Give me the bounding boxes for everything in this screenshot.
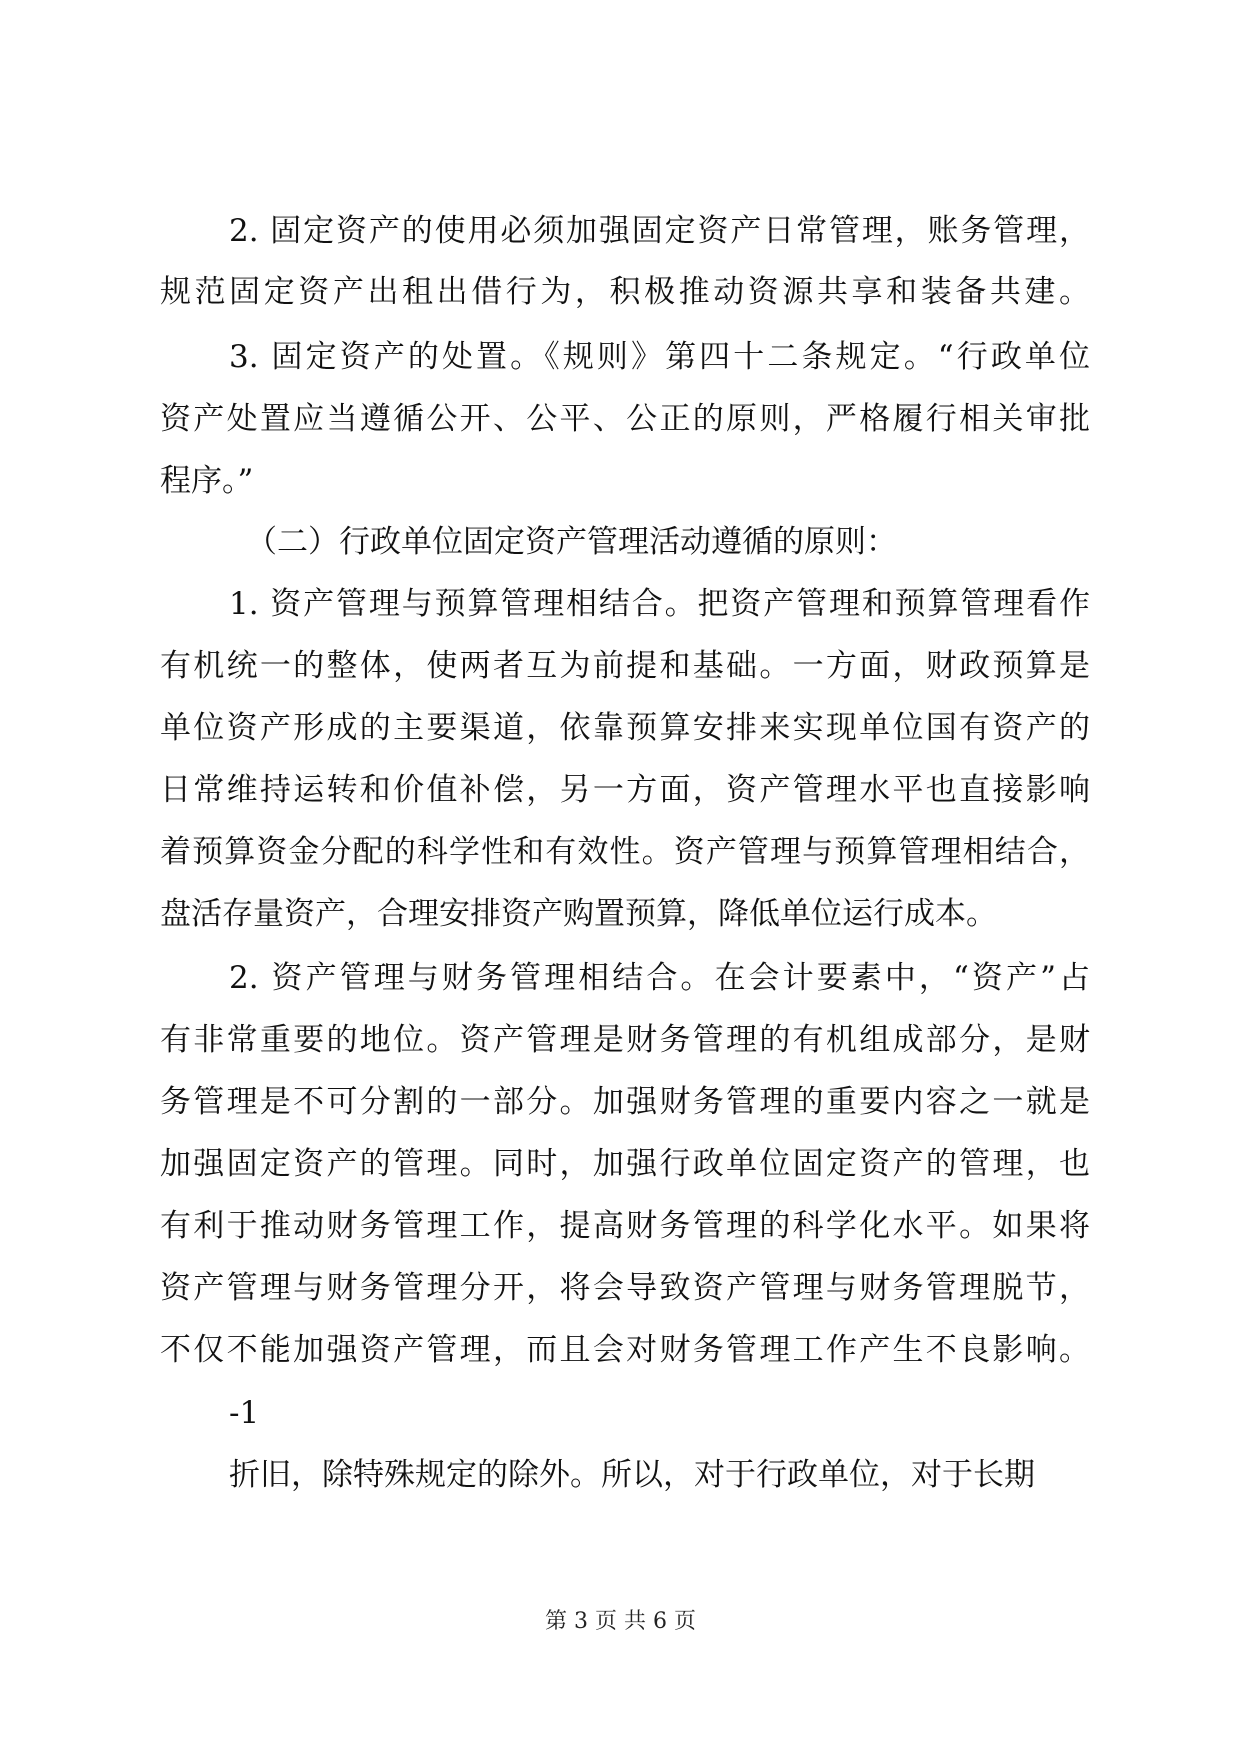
paragraph-line: 单位资产形成的主要渠道，依靠预算安排来实现单位国有资产的 <box>160 710 1090 746</box>
paragraph-line: 程序。” <box>160 463 254 499</box>
paragraph-line: 盘活存量资产，合理安排资产购置预算，降低单位运行成本。 <box>160 896 997 932</box>
section-heading: （二）行政单位固定资产管理活动遵循的原则： <box>246 524 897 560</box>
paragraph-line: 2. 固定资产的使用必须加强固定资产日常管理，账务管理， <box>229 213 1090 249</box>
paragraph-line: 资产处置应当遵循公开、公平、公正的原则，严格履行相关审批 <box>160 401 1090 437</box>
paragraph-line: 资产管理与财务管理分开，将会导致资产管理与财务管理脱节， <box>160 1270 1090 1306</box>
paragraph-line: 有机统一的整体，使两者互为前提和基础。一方面，财政预算是 <box>160 648 1090 684</box>
page-marker: -1 <box>229 1395 260 1431</box>
paragraph-line: 有非常重要的地位。资产管理是财务管理的有机组成部分，是财 <box>160 1022 1090 1058</box>
page-footer: 第 3 页 共 6 页 <box>545 1609 696 1634</box>
paragraph-line: 务管理是不可分割的一部分。加强财务管理的重要内容之一就是 <box>160 1084 1090 1120</box>
paragraph-line: 3. 固定资产的处置。《规则》第四十二条规定。“行政单位 <box>229 339 1090 375</box>
paragraph-line: 日常维持运转和价值补偿，另一方面，资产管理水平也直接影响 <box>160 772 1090 808</box>
paragraph-line: 有利于推动财务管理工作，提高财务管理的科学化水平。如果将 <box>160 1208 1090 1244</box>
paragraph-line: 不仅不能加强资产管理，而且会对财务管理工作产生不良影响。 <box>160 1332 1090 1368</box>
paragraph-line: 着预算资金分配的科学性和有效性。资产管理与预算管理相结合， <box>160 834 1090 870</box>
paragraph-line: 1. 资产管理与预算管理相结合。把资产管理和预算管理看作 <box>229 586 1090 622</box>
paragraph-line: 加强固定资产的管理。同时，加强行政单位固定资产的管理，也 <box>160 1146 1090 1182</box>
paragraph-line: 折旧，除特殊规定的除外。所以，对于行政单位，对于长期 <box>229 1457 1035 1493</box>
paragraph-line: 2. 资产管理与财务管理相结合。在会计要素中，“资产”占 <box>229 960 1090 996</box>
paragraph-line: 规范固定资产出租出借行为，积极推动资源共享和装备共建。 <box>160 274 1090 310</box>
